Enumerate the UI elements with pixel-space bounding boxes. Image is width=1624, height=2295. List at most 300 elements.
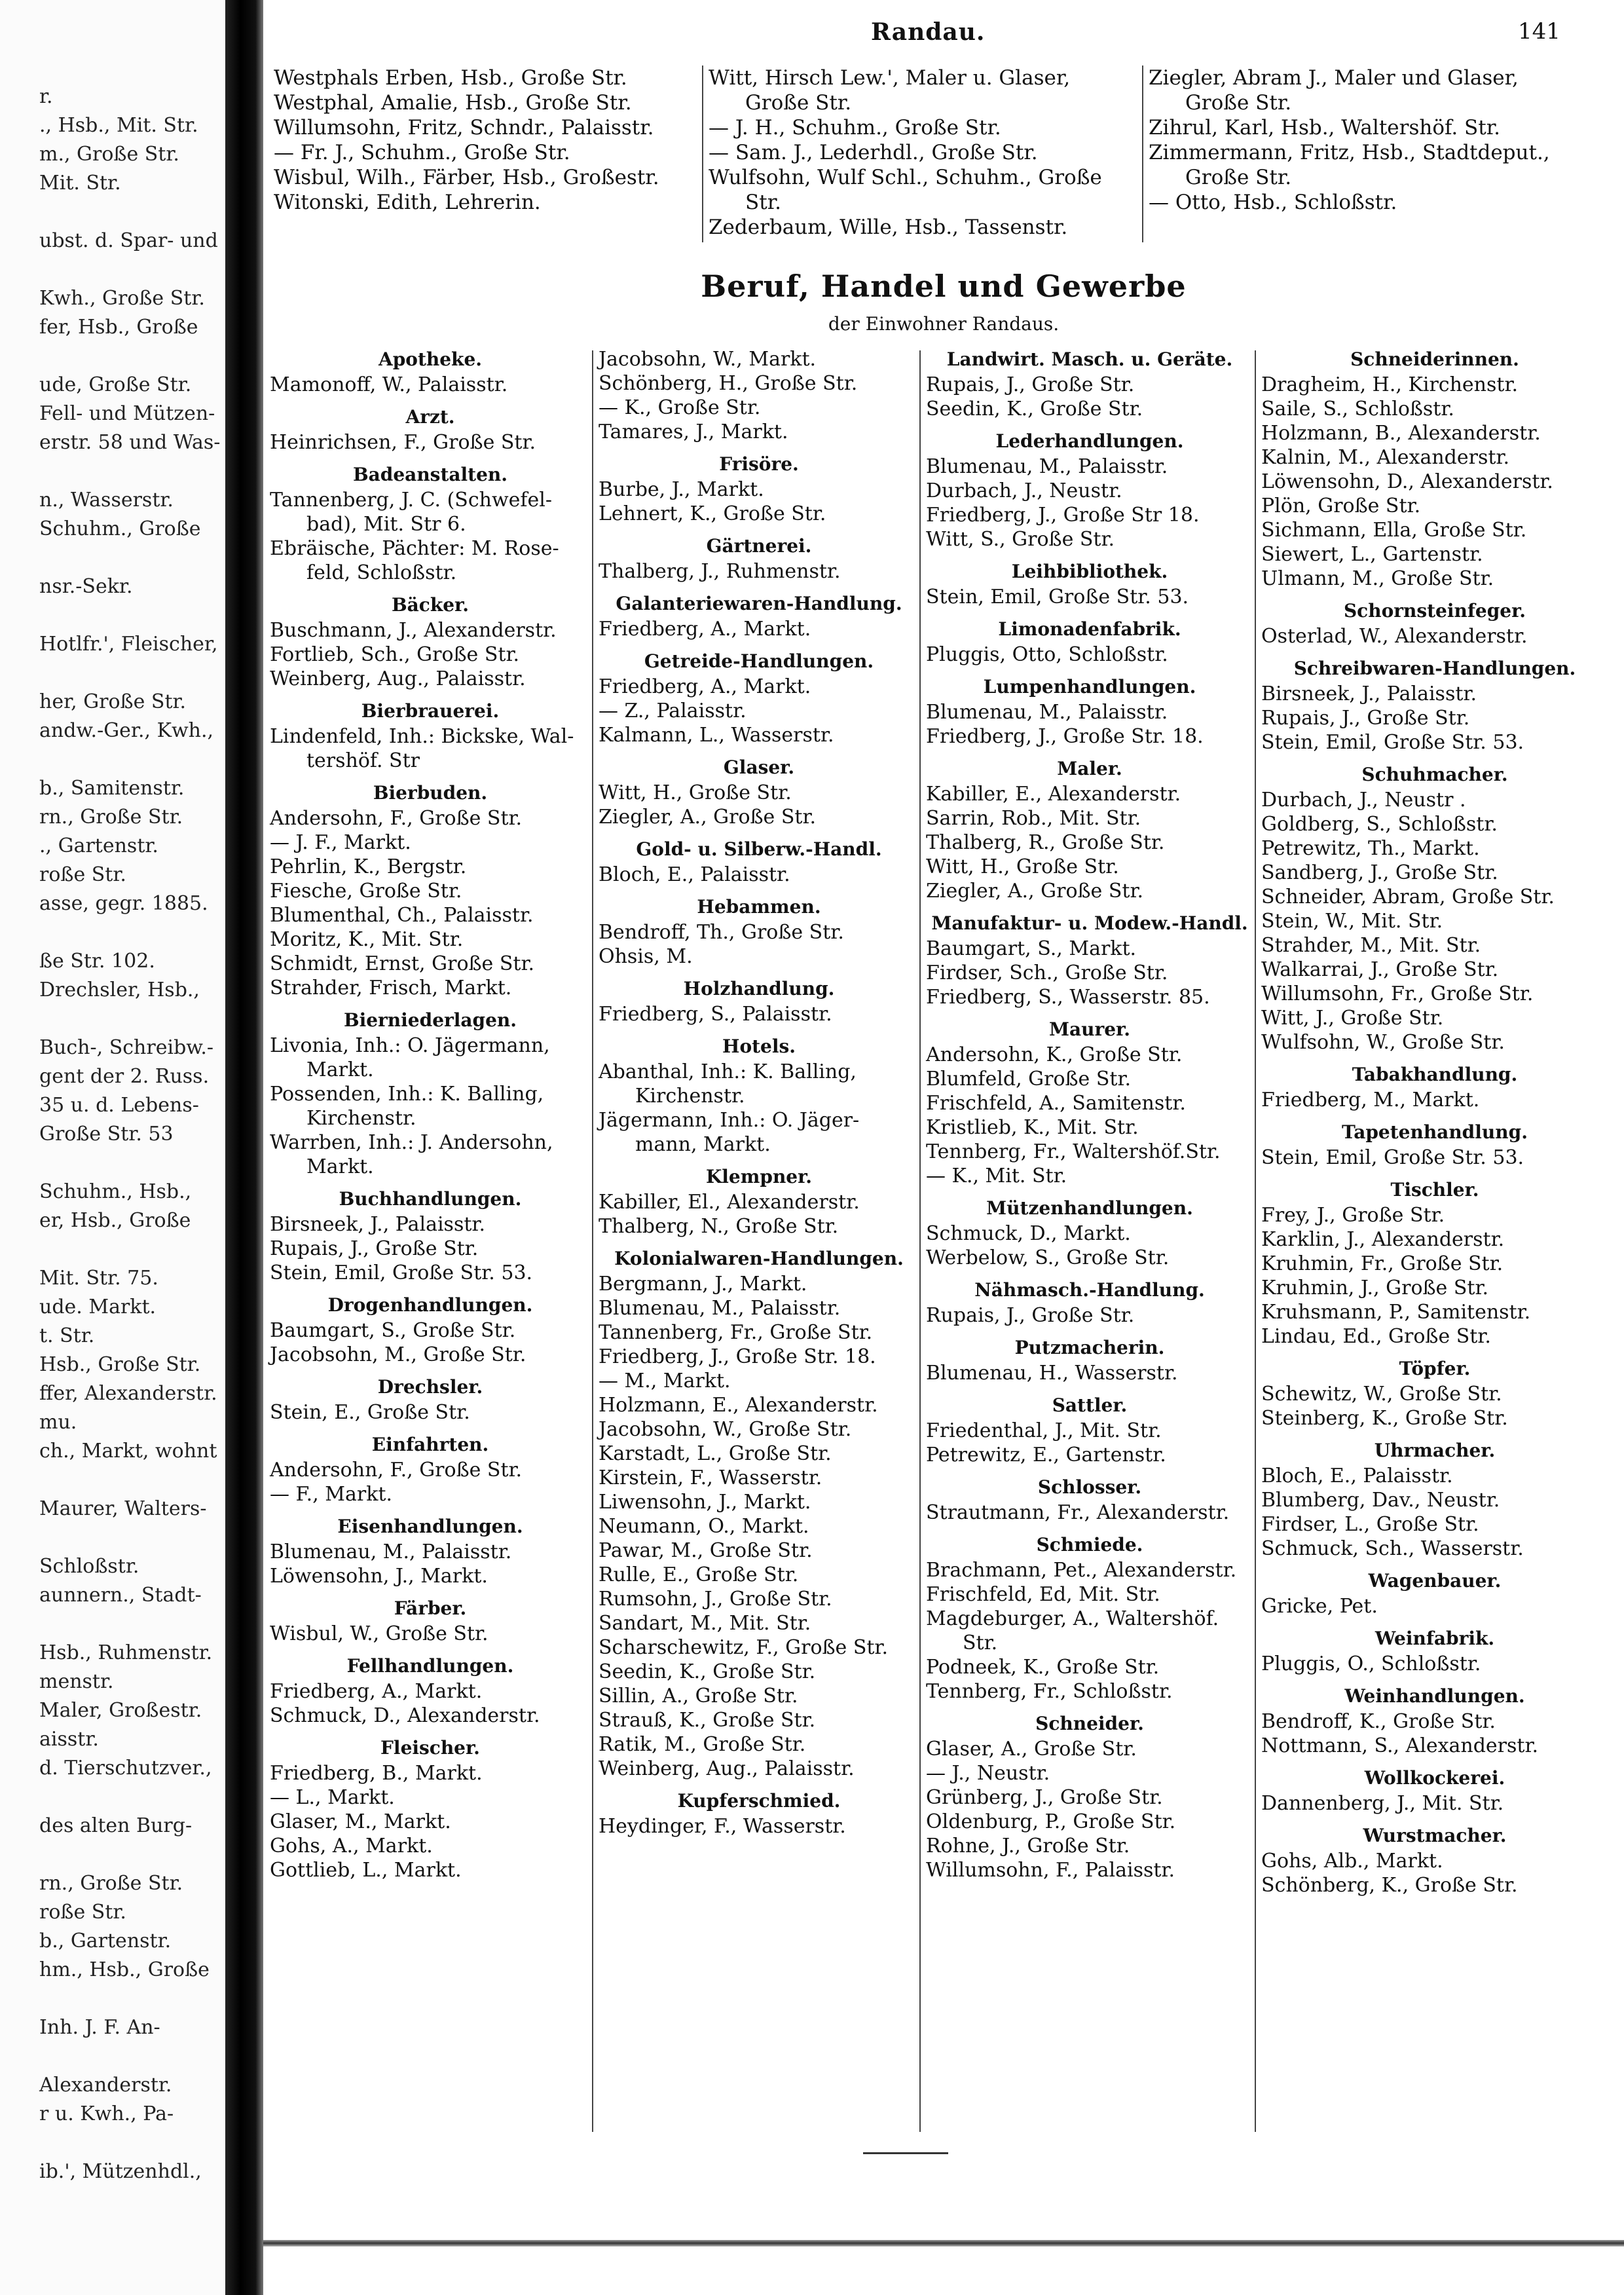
business-entry: Ulmann, M., Große Str. bbox=[1261, 567, 1494, 590]
business-entry: Friedberg, J., Große Str 18. bbox=[926, 504, 1200, 527]
category-heading: Hotels. bbox=[722, 1036, 796, 1057]
category-heading: Färber. bbox=[394, 1597, 467, 1619]
prev-page-fragment: b., Gartenstr. bbox=[39, 1930, 172, 1952]
category-heading: Schneiderinnen. bbox=[1350, 348, 1519, 370]
business-entry: Bendroff, K., Große Str. bbox=[1261, 1710, 1496, 1733]
business-entry: Karstadt, L., Große Str. bbox=[599, 1442, 832, 1465]
business-entry: — Z., Palaisstr. bbox=[599, 700, 747, 722]
business-entry: Firdser, Sch., Große Str. bbox=[926, 961, 1168, 984]
column-divider bbox=[592, 350, 593, 2132]
business-entry: Stein, Emil, Große Str. 53. bbox=[270, 1261, 533, 1284]
prev-page-fragment: hm., Hsb., Große bbox=[39, 1958, 210, 1981]
business-entry: Willumsohn, F., Palaisstr. bbox=[926, 1859, 1175, 1882]
prev-page-fragment: asse, gegr. 1885. bbox=[39, 892, 208, 915]
business-entry: Goldberg, S., Schloßstr. bbox=[1261, 813, 1498, 836]
directory-entry: Witt, Hirsch Lew.', Maler u. Glaser, bbox=[709, 66, 1071, 90]
business-entry: Friedberg, J., Große Str. 18. bbox=[599, 1345, 876, 1368]
category-heading: Maler. bbox=[1057, 758, 1122, 779]
directory-entry: Westphal, Amalie, Hsb., Große Str. bbox=[274, 91, 632, 115]
business-entry: Tamares, J., Markt. bbox=[599, 420, 788, 443]
business-entry: Stein, Emil, Große Str. 53. bbox=[1261, 731, 1524, 754]
category-heading: Schlosser. bbox=[1037, 1476, 1142, 1498]
business-entry: Durbach, J., Neustr . bbox=[1261, 789, 1466, 812]
business-entry: Rumsohn, J., Große Str. bbox=[599, 1588, 832, 1611]
business-entry: Strahder, Frisch, Markt. bbox=[270, 977, 512, 999]
prev-page-fragment: erstr. 58 und Was- bbox=[39, 431, 221, 454]
directory-entry: — J. H., Schuhm., Große Str. bbox=[709, 116, 1001, 140]
directory-entry: — Otto, Hsb., Schloßstr. bbox=[1149, 191, 1397, 214]
business-entry: Blumenau, M., Palaisstr. bbox=[599, 1297, 841, 1320]
book-gutter bbox=[225, 0, 263, 2295]
prev-page-fragment: Maurer, Walters- bbox=[39, 1497, 207, 1520]
directory-entry: Willumsohn, Fritz, Schndr., Palaisstr. bbox=[274, 116, 654, 140]
category-heading: Schneider. bbox=[1035, 1713, 1144, 1734]
business-entry: Scharschewitz, F., Große Str. bbox=[599, 1636, 889, 1659]
business-entry: Bloch, E., Palaisstr. bbox=[599, 863, 790, 886]
directory-entry: Große Str. bbox=[1185, 91, 1292, 115]
business-entry: Strautmann, Fr., Alexanderstr. bbox=[926, 1501, 1230, 1524]
business-entry: Schmuck, D., Alexanderstr. bbox=[270, 1704, 540, 1727]
prev-page-fragment: roße Str. bbox=[39, 863, 126, 886]
business-entry: Schmidt, Ernst, Große Str. bbox=[270, 952, 535, 975]
business-entry: Friedberg, M., Markt. bbox=[1261, 1089, 1480, 1111]
business-entry: Friedberg, S., Palaisstr. bbox=[599, 1003, 832, 1026]
business-entry: Rohne, J., Große Str. bbox=[926, 1835, 1130, 1857]
business-entry: Andersohn, K., Große Str. bbox=[926, 1043, 1183, 1066]
category-heading: Mützenhandlungen. bbox=[986, 1197, 1193, 1219]
prev-page-fragment: d. Tierschutzver., bbox=[39, 1757, 212, 1780]
business-entry: Sillin, A., Große Str. bbox=[599, 1685, 798, 1707]
category-heading: Wollkockerei. bbox=[1364, 1767, 1505, 1789]
category-heading: Tabakhandlung. bbox=[1352, 1064, 1518, 1085]
prev-page-fragment: Kwh., Große Str. bbox=[39, 287, 205, 310]
business-entry: Plön, Große Str. bbox=[1261, 494, 1421, 517]
business-entry: Sichmann, Ella, Große Str. bbox=[1261, 519, 1527, 542]
category-heading: Wagenbauer. bbox=[1368, 1570, 1502, 1592]
previous-page-edge bbox=[0, 0, 225, 2295]
business-entry: Weinberg, Aug., Palaisstr. bbox=[270, 667, 526, 690]
category-heading: Manufaktur- u. Modew.-Handl. bbox=[931, 912, 1248, 934]
category-heading: Kolonialwaren-Handlungen. bbox=[614, 1248, 904, 1269]
prev-page-fragment: Hsb., Ruhmenstr. bbox=[39, 1641, 213, 1664]
prev-page-fragment: Mit. Str. bbox=[39, 172, 121, 195]
category-heading: Weinhandlungen. bbox=[1344, 1685, 1525, 1707]
business-entry: — M., Markt. bbox=[599, 1370, 731, 1392]
business-entry: Lindau, Ed., Große Str. bbox=[1261, 1325, 1491, 1348]
business-entry: Mamonoff, W., Palaisstr. bbox=[270, 373, 508, 396]
business-entry: Schmuck, Sch., Wasserstr. bbox=[1261, 1537, 1524, 1560]
business-entry: Pluggis, O., Schloßstr. bbox=[1261, 1652, 1481, 1675]
business-entry: Bergmann, J., Markt. bbox=[599, 1273, 807, 1296]
business-entry: Warrben, Inh.: J. Andersohn, bbox=[270, 1131, 553, 1154]
category-heading: Glaser. bbox=[723, 756, 795, 778]
directory-entry: Zederbaum, Wille, Hsb., Tassenstr. bbox=[709, 215, 1068, 239]
business-entry: Witt, S., Große Str. bbox=[926, 528, 1115, 551]
prev-page-fragment: nsr.-Sekr. bbox=[39, 575, 133, 598]
business-entry: Kruhmin, Fr., Große Str. bbox=[1261, 1252, 1504, 1275]
category-heading: Tapetenhandlung. bbox=[1342, 1121, 1528, 1143]
prev-page-fragment: Buch-, Schreibw.- bbox=[39, 1036, 214, 1059]
prev-page-fragment: ib.', Mützenhdl., bbox=[39, 2160, 202, 2183]
category-heading: Buchhandlungen. bbox=[339, 1188, 522, 1210]
business-entry: Stein, E., Große Str. bbox=[270, 1401, 470, 1424]
business-entry: Thalberg, J., Ruhmenstr. bbox=[599, 560, 841, 583]
business-entry: Wulfsohn, W., Große Str. bbox=[1261, 1031, 1505, 1054]
business-entry: Dannenberg, J., Mit. Str. bbox=[1261, 1792, 1504, 1815]
business-entry: Kabiller, E., Alexanderstr. bbox=[926, 783, 1181, 806]
business-entry: Schönberg, K., Große Str. bbox=[1261, 1874, 1518, 1897]
business-entry: Thalberg, R., Große Str. bbox=[926, 831, 1165, 854]
category-heading: Hebammen. bbox=[697, 896, 821, 918]
business-entry: Tennberg, Fr., Waltershöf.Str. bbox=[926, 1140, 1221, 1163]
business-entry: Friedberg, J., Große Str. 18. bbox=[926, 725, 1204, 748]
directory-entry: Große Str. bbox=[745, 91, 852, 115]
business-entry: Dragheim, H., Kirchenstr. bbox=[1261, 373, 1519, 396]
trade-column-2 bbox=[599, 347, 919, 1838]
business-entry: Rupais, J., Große Str. bbox=[926, 373, 1135, 396]
business-entry: tershöf. Str bbox=[306, 749, 420, 772]
directory-entry: Zihrul, Karl, Hsb., Waltershöf. Str. bbox=[1149, 116, 1501, 140]
prev-page-fragment: n., Wasserstr. bbox=[39, 489, 174, 512]
business-entry: Blumfeld, Große Str. bbox=[926, 1068, 1132, 1091]
business-entry: Sandberg, J., Große Str. bbox=[1261, 861, 1498, 884]
category-heading: Maurer. bbox=[1049, 1018, 1130, 1040]
prev-page-fragment: fer, Hsb., Große bbox=[39, 316, 198, 339]
prev-page-fragment: gent der 2. Russ. bbox=[39, 1065, 210, 1088]
category-heading: Limonadenfabrik. bbox=[998, 618, 1181, 640]
trade-column-3 bbox=[926, 347, 1253, 1882]
business-entry: Strauß, K., Große Str. bbox=[599, 1709, 816, 1732]
business-entry: — J., Neustr. bbox=[926, 1762, 1050, 1785]
business-entry: Osterlad, W., Alexanderstr. bbox=[1261, 625, 1528, 648]
business-entry: Ohsis, M. bbox=[599, 945, 693, 968]
directory-entry: Ziegler, Abram J., Maler und Glaser, bbox=[1149, 66, 1519, 90]
prev-page-fragment: Große Str. 53 bbox=[39, 1123, 174, 1146]
business-entry: Holzmann, B., Alexanderstr. bbox=[1261, 422, 1541, 445]
business-entry: Glaser, M., Markt. bbox=[270, 1810, 451, 1833]
business-entry: Siewert, L., Gartenstr. bbox=[1261, 543, 1483, 566]
column-divider bbox=[702, 65, 703, 242]
business-entry: Friedberg, S., Wasserstr. 85. bbox=[926, 986, 1210, 1009]
business-entry: Fiesche, Große Str. bbox=[270, 880, 462, 903]
directory-entry: Große Str. bbox=[1185, 166, 1292, 189]
category-heading: Schmiede. bbox=[1036, 1534, 1143, 1556]
business-entry: Willumsohn, Fr., Große Str. bbox=[1261, 982, 1534, 1005]
business-entry: Tannenberg, Fr., Große Str. bbox=[599, 1321, 873, 1344]
business-entry: Markt. bbox=[306, 1058, 374, 1081]
business-entry: Brachmann, Pet., Alexanderstr. bbox=[926, 1559, 1237, 1582]
trade-column-1 bbox=[270, 347, 591, 1882]
category-heading: Putzmacherin. bbox=[1014, 1337, 1165, 1358]
category-heading: Schreibwaren-Handlungen. bbox=[1293, 658, 1576, 679]
business-entry: Steinberg, K., Große Str. bbox=[1261, 1407, 1508, 1430]
prev-page-fragment: Schuhm., Hsb., bbox=[39, 1180, 192, 1203]
business-entry: Blumenthal, Ch., Palaisstr. bbox=[270, 904, 534, 927]
prev-page-fragment: Mit. Str. 75. bbox=[39, 1267, 158, 1290]
business-entry: Livonia, Inh.: O. Jägermann, bbox=[270, 1034, 550, 1057]
category-heading: Getreide-Handlungen. bbox=[644, 650, 874, 672]
category-heading: Tischler. bbox=[1390, 1179, 1479, 1201]
business-entry: Schneider, Abram, Große Str. bbox=[1261, 886, 1555, 908]
business-entry: Markt. bbox=[306, 1155, 374, 1178]
prev-page-fragment: rn., Große Str. bbox=[39, 1872, 183, 1895]
directory-continuation-column-3 bbox=[1149, 65, 1550, 215]
business-entry: Rupais, J., Große Str. bbox=[270, 1237, 479, 1260]
business-entry: Tannenberg, J. C. (Schwefel- bbox=[270, 489, 552, 512]
business-entry: — J. F., Markt. bbox=[270, 831, 411, 854]
business-entry: Durbach, J., Neustr. bbox=[926, 479, 1122, 502]
category-heading: Apotheke. bbox=[378, 348, 483, 370]
business-entry: Werbelow, S., Große Str. bbox=[926, 1246, 1170, 1269]
prev-page-fragment: Schloßstr. bbox=[39, 1555, 139, 1578]
business-entry: Weinberg, Aug., Palaisstr. bbox=[599, 1757, 855, 1780]
prev-page-fragment: r u. Kwh., Pa- bbox=[39, 2102, 174, 2125]
prev-page-fragment: des alten Burg- bbox=[39, 1814, 193, 1837]
category-heading: Töpfer. bbox=[1399, 1358, 1471, 1379]
category-heading: Holzhandlung. bbox=[683, 978, 835, 999]
business-entry: Bendroff, Th., Große Str. bbox=[599, 921, 844, 944]
business-entry: Karklin, J., Alexanderstr. bbox=[1261, 1228, 1505, 1251]
business-entry: Kirchenstr. bbox=[635, 1085, 745, 1108]
business-entry: Andersohn, F., Große Str. bbox=[270, 1459, 523, 1482]
business-entry: Schönberg, H., Große Str. bbox=[599, 372, 858, 395]
category-heading: Nähmasch.-Handlung. bbox=[974, 1279, 1205, 1301]
category-heading: Leihbibliothek. bbox=[1011, 561, 1168, 582]
business-entry: Kruhsmann, P., Samitenstr. bbox=[1261, 1301, 1531, 1324]
column-divider bbox=[1142, 65, 1143, 242]
business-entry: Jacobsohn, W., Markt. bbox=[599, 348, 817, 371]
column-divider bbox=[919, 350, 921, 2132]
prev-page-fragment: Hotlfr.', Fleischer, bbox=[39, 633, 218, 656]
business-entry: Strahder, M., Mit. Str. bbox=[1261, 934, 1481, 957]
category-heading: Bierniederlagen. bbox=[343, 1009, 517, 1031]
business-entry: Baumgart, S., Große Str. bbox=[270, 1319, 516, 1342]
business-entry: Jacobsohn, M., Große Str. bbox=[270, 1343, 526, 1366]
category-heading: Wurstmacher. bbox=[1363, 1825, 1507, 1846]
directory-entry: Westphals Erben, Hsb., Große Str. bbox=[274, 66, 627, 90]
business-entry: Birsneek, J., Palaisstr. bbox=[270, 1213, 485, 1236]
category-heading: Galanteriewaren-Handlung. bbox=[616, 593, 902, 614]
business-entry: Friedberg, B., Markt. bbox=[270, 1762, 483, 1785]
business-entry: Andersohn, F., Große Str. bbox=[270, 807, 523, 830]
prev-page-fragment: ., Gartenstr. bbox=[39, 834, 158, 857]
prev-page-fragment: Alexanderstr. bbox=[39, 2074, 172, 2097]
business-entry: Rupais, J., Große Str. bbox=[926, 1304, 1135, 1327]
business-entry: — K., Mit. Str. bbox=[926, 1165, 1067, 1187]
business-entry: Blumenau, M., Palaisstr. bbox=[926, 701, 1168, 724]
business-entry: Ebräische, Pächter: M. Rose- bbox=[270, 537, 559, 560]
prev-page-fragment: ffer, Alexanderstr. bbox=[39, 1382, 217, 1405]
business-entry: Friedenthal, J., Mit. Str. bbox=[926, 1419, 1162, 1442]
business-entry: Lehnert, K., Große Str. bbox=[599, 502, 826, 525]
business-entry: mann, Markt. bbox=[635, 1133, 771, 1156]
prev-page-fragment: ch., Markt, wohnt bbox=[39, 1440, 217, 1463]
directory-entry: — Sam. J., Lederhdl., Große Str. bbox=[709, 141, 1038, 164]
business-entry: Friedberg, A., Markt. bbox=[599, 618, 811, 641]
category-heading: Weinfabrik. bbox=[1375, 1628, 1495, 1649]
business-entry: Str. bbox=[963, 1632, 998, 1654]
category-heading: Drechsler. bbox=[377, 1376, 483, 1398]
business-entry: Lindenfeld, Inh.: Bickske, Wal- bbox=[270, 725, 574, 748]
business-entry: Wisbul, W., Große Str. bbox=[270, 1622, 489, 1645]
business-entry: Blumberg, Dav., Neustr. bbox=[1261, 1489, 1500, 1512]
directory-entry: Str. bbox=[745, 191, 781, 214]
business-entry: Possenden, Inh.: K. Balling, bbox=[270, 1083, 544, 1106]
business-entry: Kalmann, L., Wasserstr. bbox=[599, 724, 834, 747]
category-heading: Kupferschmied. bbox=[677, 1790, 841, 1812]
business-entry: Fortlieb, Sch., Große Str. bbox=[270, 643, 520, 666]
category-heading: Lederhandlungen. bbox=[995, 430, 1184, 452]
directory-continuation-column-1 bbox=[274, 65, 659, 215]
business-entry: Friedberg, A., Markt. bbox=[270, 1680, 483, 1703]
business-entry: Gottlieb, L., Markt. bbox=[270, 1859, 462, 1882]
category-heading: Einfahrten. bbox=[371, 1434, 489, 1455]
business-entry: Holzmann, E., Alexanderstr. bbox=[599, 1394, 878, 1417]
prev-page-fragment: ubst. d. Spar- und bbox=[39, 229, 218, 252]
business-entry: Abanthal, Inh.: K. Balling, bbox=[599, 1060, 857, 1083]
business-entry: Nottmann, S., Alexanderstr. bbox=[1261, 1734, 1539, 1757]
business-entry: Rulle, E., Große Str. bbox=[599, 1563, 799, 1586]
business-entry: bad), Mit. Str 6. bbox=[306, 513, 466, 536]
business-entry: Thalberg, N., Große Str. bbox=[599, 1215, 839, 1238]
business-entry: Ziegler, A., Große Str. bbox=[599, 806, 817, 829]
category-heading: Drogenhandlungen. bbox=[327, 1294, 533, 1316]
business-entry: Glaser, A., Große Str. bbox=[926, 1738, 1137, 1761]
business-entry: Blumenau, H., Wasserstr. bbox=[926, 1362, 1178, 1385]
business-entry: Kabiller, El., Alexanderstr. bbox=[599, 1191, 860, 1214]
category-heading: Frisöre. bbox=[719, 453, 799, 475]
category-heading: Sattler. bbox=[1052, 1394, 1128, 1416]
business-entry: Podneek, K., Große Str. bbox=[926, 1656, 1160, 1679]
directory-entry: Wisbul, Wilh., Färber, Hsb., Großestr. bbox=[274, 166, 659, 189]
category-heading: Gold- u. Silberw.-Handl. bbox=[636, 838, 882, 860]
business-entry: Heydinger, F., Wasserstr. bbox=[599, 1815, 846, 1838]
business-entry: Firdser, L., Große Str. bbox=[1261, 1513, 1479, 1536]
category-heading: Arzt. bbox=[405, 406, 455, 428]
business-entry: Oldenburg, P., Große Str. bbox=[926, 1810, 1176, 1833]
running-header-title: Randau. bbox=[871, 18, 986, 46]
prev-page-fragment: Inh. J. F. An- bbox=[39, 2016, 160, 2039]
directory-entry: Witonski, Edith, Lehrerin. bbox=[274, 191, 541, 214]
business-entry: Grünberg, J., Große Str. bbox=[926, 1786, 1163, 1809]
prev-page-fragment: Schuhm., Große bbox=[39, 517, 201, 540]
prev-page-fragment: 35 u. d. Lebens- bbox=[39, 1094, 199, 1117]
directory-continuation-column-2 bbox=[709, 65, 1102, 240]
prev-page-fragment: aisstr. bbox=[39, 1728, 99, 1751]
category-heading: Eisenhandlungen. bbox=[337, 1516, 523, 1537]
prev-page-fragment: m., Große Str. bbox=[39, 143, 179, 166]
business-entry: Baumgart, S., Markt. bbox=[926, 937, 1137, 960]
prev-page-fragment: b., Samitenstr. bbox=[39, 777, 185, 800]
directory-entry: — Fr. J., Schuhm., Große Str. bbox=[274, 141, 570, 164]
prev-page-fragment: t. Str. bbox=[39, 1324, 95, 1347]
business-entry: Pawar, M., Große Str. bbox=[599, 1539, 813, 1562]
category-heading: Bierbuden. bbox=[373, 782, 488, 804]
business-entry: Walkarrai, J., Große Str. bbox=[1261, 958, 1499, 981]
business-entry: Witt, H., Große Str. bbox=[599, 781, 792, 804]
prev-page-fragment: r. bbox=[39, 85, 53, 108]
section-subtitle: der Einwohner Randaus. bbox=[828, 313, 1060, 335]
business-entry: Rupais, J., Große Str. bbox=[1261, 707, 1470, 730]
business-entry: Löwensohn, D., Alexanderstr. bbox=[1261, 470, 1553, 493]
trade-column-4 bbox=[1261, 347, 1608, 1897]
category-heading: Fellhandlungen. bbox=[346, 1655, 514, 1677]
business-entry: Heinrichsen, F., Große Str. bbox=[270, 431, 536, 454]
business-entry: Sarrin, Rob., Mit. Str. bbox=[926, 807, 1141, 830]
business-entry: Birsneek, J., Palaisstr. bbox=[1261, 682, 1477, 705]
business-entry: Frischfeld, A., Samitenstr. bbox=[926, 1092, 1186, 1115]
directory-entry: Wulfsohn, Wulf Schl., Schuhm., Große bbox=[709, 166, 1102, 189]
business-entry: Friedberg, A., Markt. bbox=[599, 675, 811, 698]
business-entry: Kruhmin, J., Große Str. bbox=[1261, 1277, 1489, 1299]
business-entry: Kirstein, F., Wasserstr. bbox=[599, 1466, 822, 1489]
business-entry: Frischfeld, Ed, Mit. Str. bbox=[926, 1583, 1160, 1606]
business-entry: Stein, Emil, Große Str. 53. bbox=[1261, 1146, 1524, 1169]
category-heading: Uhrmacher. bbox=[1374, 1440, 1496, 1461]
business-entry: Frey, J., Große Str. bbox=[1261, 1204, 1445, 1227]
section-title: Beruf, Handel und Gewerbe bbox=[701, 269, 1187, 304]
prev-page-fragment: mu. bbox=[39, 1411, 77, 1434]
prev-page-fragment: er, Hsb., Große bbox=[39, 1209, 191, 1232]
business-entry: Jacobsohn, W., Große Str. bbox=[599, 1418, 852, 1441]
business-entry: Burbe, J., Markt. bbox=[599, 478, 764, 501]
business-entry: Ratik, M., Große Str. bbox=[599, 1733, 806, 1756]
business-entry: Stein, W., Mit. Str. bbox=[1261, 910, 1443, 933]
business-entry: Bloch, E., Palaisstr. bbox=[1261, 1465, 1453, 1487]
business-entry: Seedin, K., Große Str. bbox=[599, 1660, 816, 1683]
business-entry: Pehrlin, K., Bergstr. bbox=[270, 855, 467, 878]
prev-page-fragment: Maler, Großestr. bbox=[39, 1699, 202, 1722]
business-entry: Blumenau, M., Palaisstr. bbox=[270, 1540, 512, 1563]
business-entry: — K., Große Str. bbox=[599, 396, 761, 419]
prev-page-fragment: Drechsler, Hsb., bbox=[39, 979, 200, 1001]
prev-page-fragment: Hsb., Große Str. bbox=[39, 1353, 201, 1376]
business-entry: Jägermann, Inh.: O. Jäger- bbox=[599, 1109, 860, 1132]
business-entry: Blumenau, M., Palaisstr. bbox=[926, 455, 1168, 478]
category-heading: Schuhmacher. bbox=[1361, 764, 1508, 785]
category-heading: Klempner. bbox=[705, 1166, 813, 1187]
business-entry: Witt, J., Große Str. bbox=[1261, 1007, 1444, 1030]
business-entry: — F., Markt. bbox=[270, 1483, 393, 1506]
prev-page-fragment: ., Hsb., Mit. Str. bbox=[39, 114, 198, 137]
business-entry: Moritz, K., Mit. Str. bbox=[270, 928, 464, 951]
category-heading: Landwirt. Masch. u. Geräte. bbox=[946, 348, 1233, 370]
business-entry: Buschmann, J., Alexanderstr. bbox=[270, 619, 557, 642]
prev-page-fragment: menstr. bbox=[39, 1670, 114, 1693]
category-heading: Bierbrauerei. bbox=[361, 700, 500, 722]
column-divider bbox=[1255, 350, 1256, 2132]
page-bottom-edge bbox=[263, 2240, 1624, 2247]
business-entry: Gohs, A., Markt. bbox=[270, 1835, 433, 1857]
prev-page-fragment: Fell- und Mützen- bbox=[39, 402, 215, 425]
business-entry: Kristlieb, K., Mit. Str. bbox=[926, 1116, 1139, 1139]
business-entry: Witt, H., Große Str. bbox=[926, 855, 1119, 878]
prev-page-fragment: her, Große Str. bbox=[39, 690, 187, 713]
prev-page-fragment: ude, Große Str. bbox=[39, 373, 192, 396]
category-heading: Bäcker. bbox=[391, 594, 469, 616]
business-entry: Liwensohn, J., Markt. bbox=[599, 1491, 811, 1514]
business-entry: Saile, S., Schloßstr. bbox=[1261, 398, 1454, 420]
category-heading: Fleischer. bbox=[380, 1737, 480, 1759]
business-entry: Petrewitz, Th., Markt. bbox=[1261, 837, 1480, 860]
prev-page-fragment: aunnern., Stadt- bbox=[39, 1584, 202, 1607]
prev-page-fragment: rn., Große Str. bbox=[39, 806, 183, 829]
business-entry: Ziegler, A., Große Str. bbox=[926, 880, 1144, 903]
business-entry: Sandart, M., Mit. Str. bbox=[599, 1612, 811, 1635]
category-heading: Schornsteinfeger. bbox=[1343, 600, 1526, 622]
directory-entry: Zimmermann, Fritz, Hsb., Stadtdeput., bbox=[1149, 141, 1550, 164]
prev-page-fragment: andw.-Ger., Kwh., bbox=[39, 719, 214, 742]
